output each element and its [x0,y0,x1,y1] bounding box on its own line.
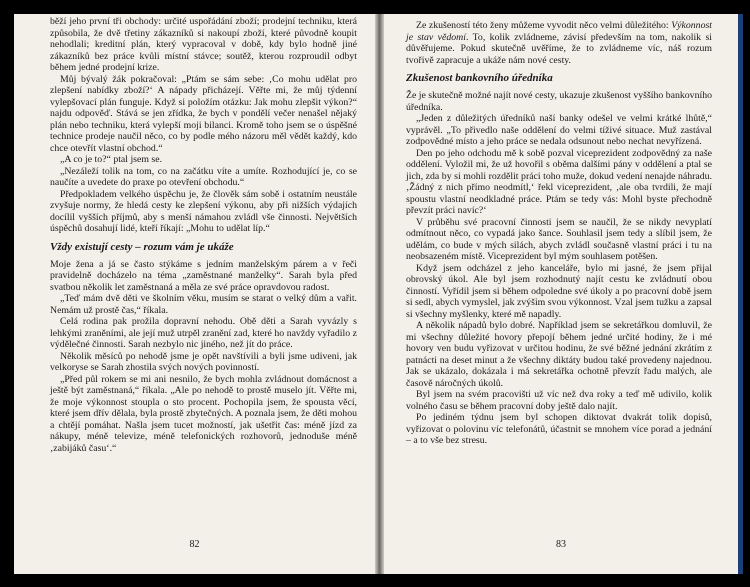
paragraph: V průběhu své pracovní činnosti jsem se naučil, že se nikdy nevyplatí odmítnout něco, co vypadá jako šance. Souhlasil jsem tedy a slíbil jsem, že udělám, co bude v mých silách, abych zvládl současně vlastní práci i tu na neobsazeném místě. Viceprezident byl mým souhlasem potěšen. [406,216,712,262]
page-number: 83 [556,539,566,550]
paragraph: „Nezáleží tolik na tom, co na začátku víte a umíte. Rozhodující je, co se naučíte a uvedete do praxe po otevření obchodu.“ [50,165,357,188]
paragraph: Předpokladem velkého úspěchu je, že člověk sám sobě i ostatním neustále zvyšuje normy, že hledá cesty ke zlepšení výkonu, aby při nižších výdajích docílil vyšších příjmů, aby s menší námahou zvládl vše činnosti. Největších úspěchů dosahují lidé, kteří říkají: „Mohu to udělat líp.“ [50,188,357,234]
left-page [14,14,375,574]
cover-edge [738,14,743,574]
section-heading: Zkušenost bankovního úředníka [406,72,553,84]
paragraph: „Teď mám dvě děti ve školním věku, musím se starat o velký dům a vařit. Nemám už prostě čas,“ říkala. [50,293,357,316]
paragraph: „A co je to?“ ptal jsem se. [60,154,163,165]
paragraph: Moje žena a já se často stýkáme s jedním manželským párem a v řeči pravidelně docházelo na téma „zaměstnané manželky“. Sarah byla před svatbou několik let zaměstnaná a měla ze své práce opravdovou radost. [50,258,357,293]
paragraph [406,20,712,66]
paragraph: Po jediném týdnu jsem byl schopen diktovat dvakrát tolik dopisů, vyřizovat o polovinu víc telefonátů, účastnit se mnohem více porad a jednání – a to vše bez stresu. [406,412,712,446]
intro-text: Ze zkušeností této ženy můžeme vyvodit něco velmi důležitého: [416,20,669,31]
paragraph: Několik měsíců po nehodě jsme je opět navštívili a byli jsme udiveni, jak velkoryse se Sarah zhostila svých nových povinností. [50,350,357,373]
paragraph: „Jeden z důležitých úředníků naší banky odešel ve velmi krátké lhůtě,“ vyprávěl. „To přivedlo naše oddělení do velmi tíživé situace. Muž zastával zodpovědné místo a jeho práce se nedala odsunout nebo nechat nevyřízená. [406,113,712,147]
paragraph: A několik nápadů bylo dobré. Například jsem se sekretářkou domluvil, že mi všechny důležité hovory přepojí během jedné určité hodiny, že i mé hovory ven budu vyřizovat v určitou hodinu, že své běžné jednání zkrátím z patnácti na deset minut a že všechny diktáty budou také provedeny najednou. Jak se ukázalo, dokázala i má sekretářka ochotně převzít řadu malých, ale časově náročných úkolů. [406,320,712,389]
paragraph: Den po jeho odchodu mě k sobě pozval viceprezident zodpovědný za naše oddělení. Vyložil mi, že už hovořil s oběma dalšími pány v oddělení a ptal se jich, zda by si mohli rozdělit práci toho muže, dokud vedení nenajde náhradu. ‚Žádný z nich přímo neodmítl,‘ řekl viceprezident, ‚ale oba tvrdili, že mají spoustu vlastní neodkladné práce. Ptám se tedy vás: Mohl byste přechodně převzít práci navíc?‘ [406,147,712,216]
paragraph: běží jeho první tři obchody: určité uspořádání zboží; prodejní techniku, která způsobila, že dvě třetiny zákazníků si nakoupí zboží, které původně koupit nehodlali; kreditní plán, který vypracoval v době, kdy bylo hodně jiné zákazníků bez práce kvůli místní stávce; soutěž, kterou rozproudil odbyt během jedné prodejní krize. [50,16,357,73]
paragraph: Celá rodina pak prožila dopravní nehodu. Obě děti a Sarah vyvázly s lehkými zraněními, ale její muž utrpěl zranění zad, které ho navždy vyřadilo z výdělečné činnosti. Sarah nezbylo nic jiného, než jít do práce. [50,316,357,350]
section-heading: Vždy existují cesty – rozum vám je ukáže [50,240,234,253]
paragraph: Že je skutečně možné najít nové cesty, ukazuje zkušenost vyššího bankovního úředníka. [406,90,712,113]
italic-quote: Výkonnost je stav vědomí [406,20,713,43]
quote-tail: . To, kolik zvládneme, závisí především na tom, nakolik si důvěřujeme. Pokud skutečně uvěříme, že to zvládneme víc, náš rozum tvořivě zapracuje a ukáže nám nové cesty. [406,31,713,66]
page-number: 82 [189,539,200,550]
paragraph: Když jsem odcházel z jeho kanceláře, bylo mi jasné, že jsem přijal obrovský úkol. Ale byl jsem rozhodnutý najít cestu ke zvládnutí obou činností. Vyřídil jsem si během odpoledne své úkoly a po pracovní době jsem si sedl, abych vymyslel, jak zvýšim svou výkonnost. Vzal jsem tužku a zapsal si všechny myšlenky, které mě napadly. [406,262,712,320]
right-page [384,14,738,574]
paragraph: Byl jsem na svém pracovišti už víc než dva roky a teď mě udivilo, kolik volného času se během pracovní doby ještě dalo najít. [406,389,712,412]
paragraph: Můj bývalý žák pokračoval: „Ptám se sám sebe: ‚Co mohu udělat pro zlepšení nabídky zboží?‘ A nápady přicházejí. Věřte mi, že můj týdenní vylepšovací plán funguje. Když si položím otázku: Jak mohu zlepšit výkon?“ najdu odpověď. Stává se jen zřídka, že bych v pondělí večer nenašel nějaký plán nebo techniku, která vylepší moji bilanci. Kromě toho jsem se o úspěšné technice prodeje naučil něco, co by podle mého názoru měl vědět každý, kdo chce otevřít vlastní obchod.“ [50,73,357,154]
paragraph: „Před půl rokem se mi ani nesnilo, že bych mohla zvládnout domácnost a ještě být zaměstnaná,“ říkala. „Ale po nehodě to prostě muselo jít. Věřte mi, že moje výkonnost stoupla o sto procent. Pochopila jsem, že spousta věcí, které jsem dřív dělala, byla prostě zbytečných. A poznala jsem, že děti mohou a chtějí pomáhat. Našla jsem tucet možností, jak ušetřit čas: méně jízd za nákupy, méně televize, méně telefonických rozhovorů, jednoduše méně ‚zabijáků času‘.“ [50,373,357,454]
book-gutter [375,14,384,574]
